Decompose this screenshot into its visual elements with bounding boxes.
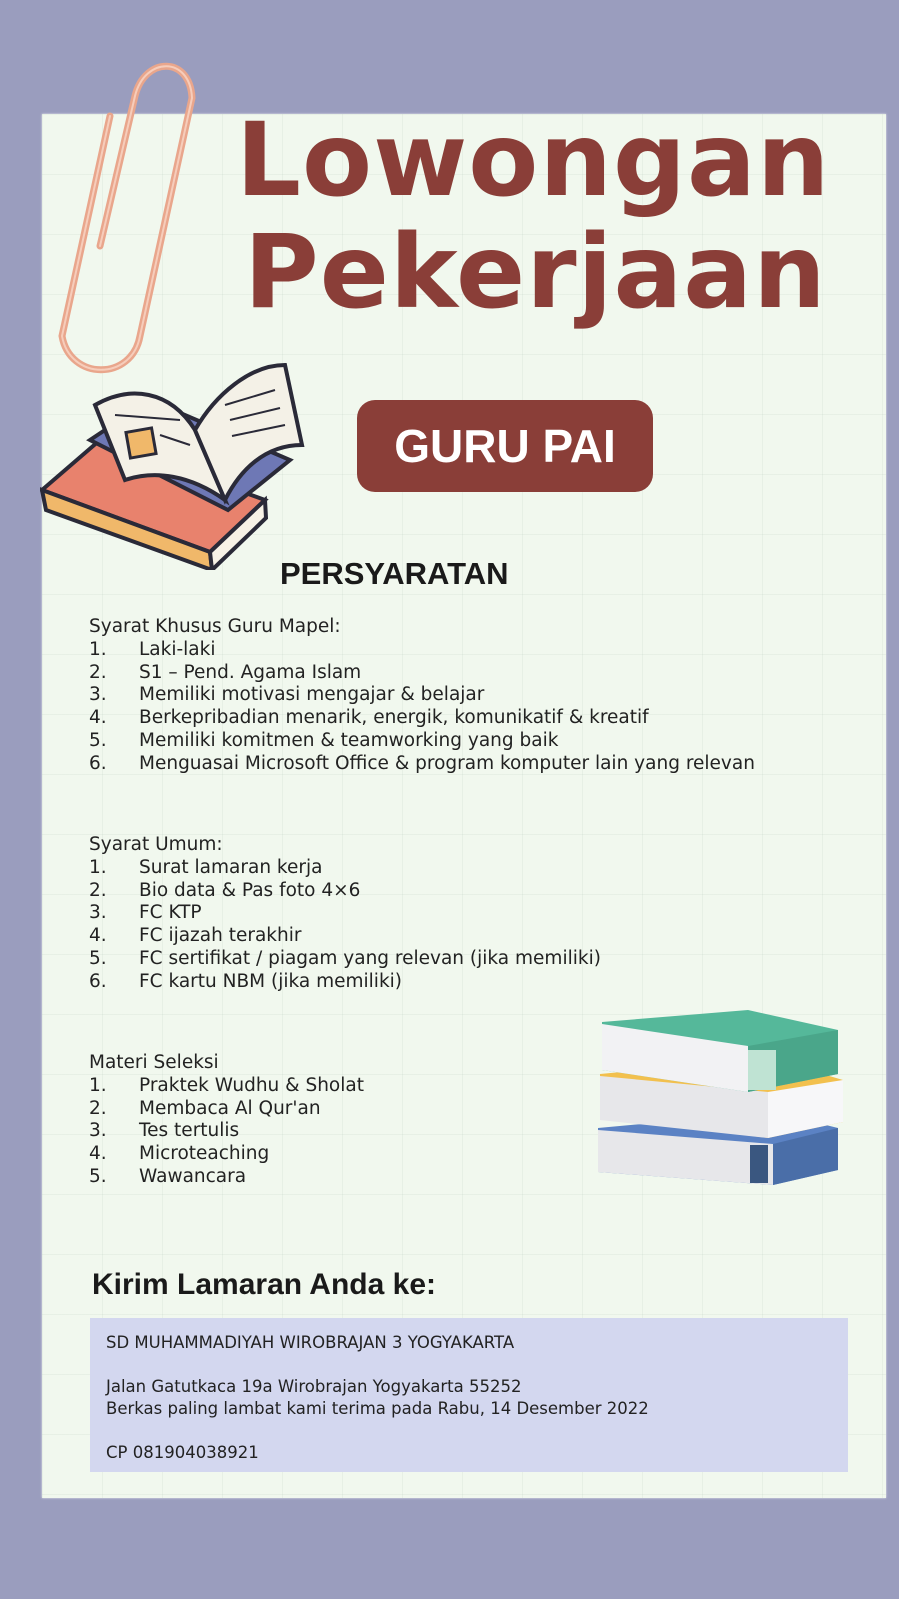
send-application-heading: Kirim Lamaran Anda ke: bbox=[92, 1268, 436, 1301]
list-item bbox=[89, 707, 755, 730]
selection-materials-section bbox=[89, 1052, 364, 1189]
list-item bbox=[89, 857, 601, 880]
item-text: Wawancara bbox=[139, 1165, 247, 1187]
item-text: Menguasai Microsoft Office & program komputer lain yang relevan bbox=[139, 752, 755, 774]
item-number: 5. bbox=[89, 1165, 107, 1187]
item-number: 3. bbox=[89, 684, 107, 706]
item-text: Microteaching bbox=[139, 1143, 270, 1165]
item-text: Praktek Wudhu & Sholat bbox=[139, 1074, 364, 1096]
item-number: 3. bbox=[89, 1120, 107, 1142]
list-item bbox=[89, 753, 755, 776]
school-address: Jalan Gatutkaca 19a Wirobrajan Yogyakarta 55252 bbox=[106, 1377, 522, 1396]
list-item bbox=[89, 684, 755, 707]
item-text: Membaca Al Qur'an bbox=[139, 1097, 321, 1119]
item-number: 2. bbox=[89, 661, 107, 683]
item-text: Bio data & Pas foto 4×6 bbox=[139, 879, 361, 901]
item-number: 2. bbox=[89, 879, 107, 901]
list-item bbox=[89, 1143, 364, 1166]
section-title: Syarat Umum: bbox=[89, 834, 223, 855]
item-text: Tes tertulis bbox=[139, 1120, 240, 1142]
item-text: Memiliki motivasi mengajar & belajar bbox=[139, 684, 485, 706]
list-item bbox=[89, 1098, 364, 1121]
section-title: Materi Seleksi bbox=[89, 1052, 219, 1073]
item-number: 3. bbox=[89, 902, 107, 924]
item-number: 4. bbox=[89, 925, 107, 947]
item-text: FC sertifikat / piagam yang relevan (jika memiliki) bbox=[139, 947, 601, 969]
item-number: 4. bbox=[89, 707, 107, 729]
paperclip-icon bbox=[40, 36, 220, 396]
list-item bbox=[89, 902, 601, 925]
list-item bbox=[89, 971, 601, 994]
contact-box bbox=[90, 1318, 848, 1472]
item-number: 1. bbox=[89, 638, 107, 660]
item-number: 6. bbox=[89, 970, 107, 992]
title-line-2: Pekerjaan bbox=[244, 213, 827, 332]
item-text: FC KTP bbox=[139, 902, 202, 924]
item-text: Laki-laki bbox=[139, 638, 216, 660]
contact-person: CP 081904038921 bbox=[106, 1443, 259, 1462]
list-item bbox=[89, 948, 601, 971]
job-title-badge: GURU PAI bbox=[357, 400, 653, 492]
book-stack-icon bbox=[598, 1010, 858, 1224]
item-text: Berkepribadian menarik, energik, komunikatif & kreatif bbox=[139, 707, 649, 729]
item-text: FC ijazah terakhir bbox=[139, 925, 302, 947]
special-requirements-section bbox=[89, 616, 755, 776]
deadline-text: Berkas paling lambat kami terima pada Rabu, 14 Desember 2022 bbox=[106, 1399, 649, 1418]
item-number: 2. bbox=[89, 1097, 107, 1119]
general-requirements-section bbox=[89, 834, 601, 994]
item-number: 1. bbox=[89, 1074, 107, 1096]
list-item bbox=[89, 662, 755, 685]
title-line-1: Lowongan bbox=[236, 101, 831, 220]
item-number: 1. bbox=[89, 856, 107, 878]
list-item bbox=[89, 1120, 364, 1143]
item-number: 5. bbox=[89, 729, 107, 751]
school-name: SD MUHAMMADIYAH WIROBRAJAN 3 YOGYAKARTA bbox=[106, 1333, 515, 1352]
item-number: 6. bbox=[89, 752, 107, 774]
list-item bbox=[89, 1075, 364, 1098]
list-item bbox=[89, 925, 601, 948]
item-text: FC kartu NBM (jika memiliki) bbox=[139, 970, 403, 992]
list-item bbox=[89, 730, 755, 753]
item-number: 5. bbox=[89, 947, 107, 969]
list-item bbox=[89, 1166, 364, 1189]
requirements-heading: PERSYARATAN bbox=[280, 556, 509, 591]
item-text: Memiliki komitmen & teamworking yang baik bbox=[139, 729, 559, 751]
open-book-stack-icon bbox=[40, 360, 310, 570]
list-item bbox=[89, 880, 601, 903]
list-item bbox=[89, 639, 755, 662]
item-text: S1 – Pend. Agama Islam bbox=[139, 661, 362, 683]
item-number: 4. bbox=[89, 1143, 107, 1165]
item-text: Surat lamaran kerja bbox=[139, 856, 323, 878]
section-title: Syarat Khusus Guru Mapel: bbox=[89, 616, 341, 637]
